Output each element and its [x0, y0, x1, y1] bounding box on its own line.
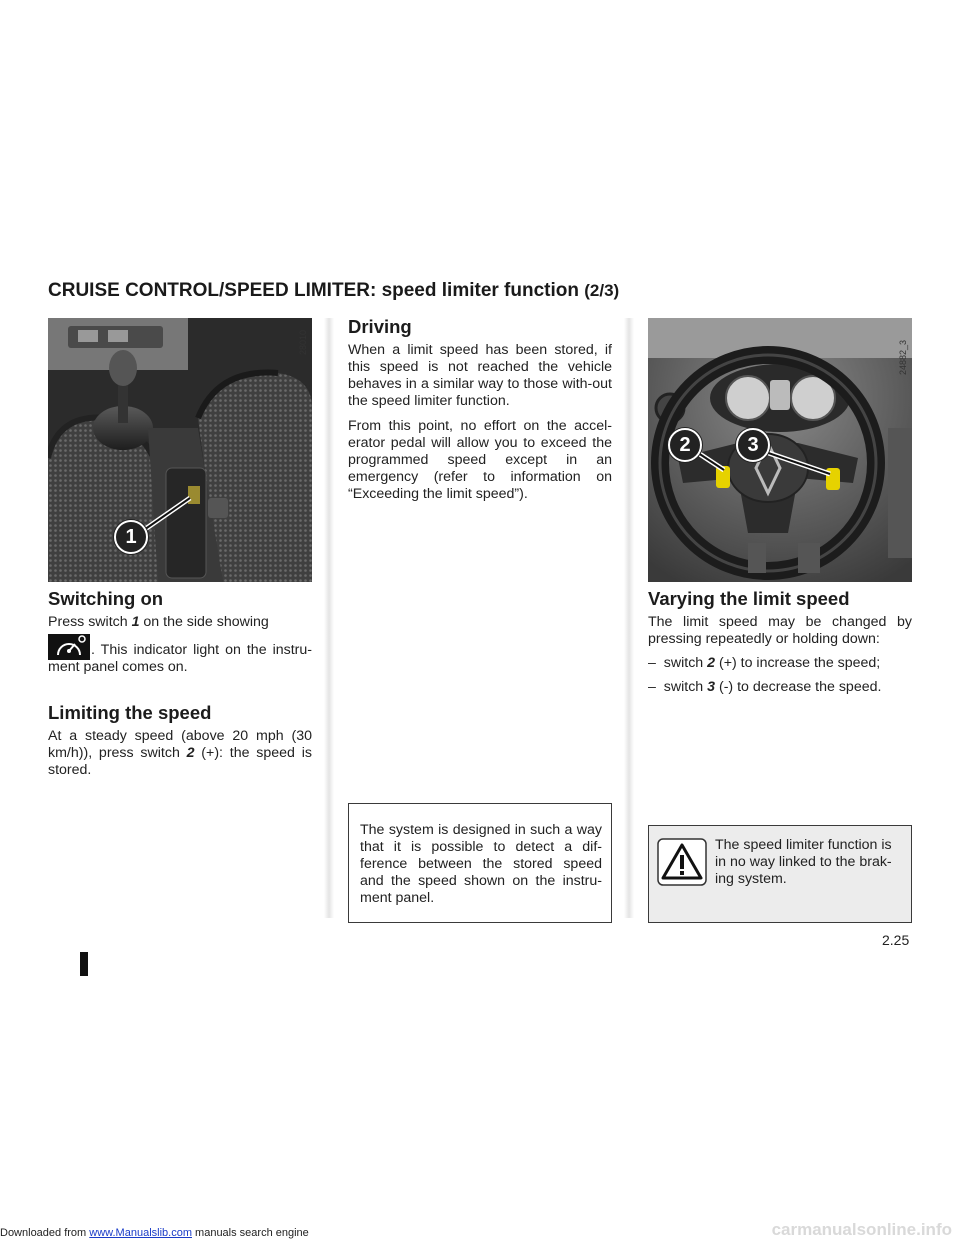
varying-list-item-decrease: – switch 3 (-) to decrease the speed. — [648, 679, 882, 695]
heading-limiting-speed: Limiting the speed — [48, 702, 212, 723]
callout-switch-2: 2 — [668, 428, 702, 462]
page-title: CRUISE CONTROL/SPEED LIMITER: speed limiter function (2/3) — [48, 280, 620, 301]
manualslib-link[interactable]: www.Manualslib.com — [89, 1227, 192, 1239]
steering-wheel-photo — [648, 318, 912, 582]
limiting-speed-text: At a steady speed (above 20 mph (30 km/h)), press switch 2 (+): the speed is stored. — [48, 728, 312, 778]
title-page-indicator: (2/3) — [584, 281, 620, 300]
image-code-right: 24882_3 — [898, 339, 908, 375]
varying-list-item-increase: – switch 2 (+) to increase the speed; — [648, 655, 881, 671]
heading-driving: Driving — [348, 316, 412, 337]
heading-switching-on: Switching on — [48, 588, 164, 609]
switch-number-2: 2 — [707, 655, 716, 671]
switch-number-3: 3 — [707, 679, 716, 695]
download-footer: Downloaded from www.Manualslib.com manuals search engine — [0, 1227, 309, 1239]
column-separator — [624, 318, 634, 918]
switching-on-text-cont: . This indicator light on the instru-ment panel comes on. — [48, 642, 312, 675]
note-text: The system is designed in such a way that it is possible to detect a dif-ference between the stored speed and the speed shown on the instru-ment panel. — [360, 822, 602, 906]
image-code-left: 28010 — [298, 329, 308, 355]
watermark: carmanualsonline.info — [771, 1220, 952, 1239]
warning-box — [648, 825, 912, 923]
callout-switch-1: 1 — [114, 520, 148, 554]
warning-triangle-icon — [657, 838, 707, 886]
switch-number-2: 2 — [186, 745, 195, 761]
warning-text: The speed limiter function is in no way linked to the brak-ing system. — [715, 837, 892, 887]
note-box — [348, 803, 612, 923]
varying-intro: The limit speed may be changed by pressing repeatedly or holding down: — [648, 614, 912, 647]
console-illustration — [48, 318, 312, 582]
console-photo — [48, 318, 312, 582]
callout-switch-3: 3 — [736, 428, 770, 462]
heading-varying-limit: Varying the limit speed — [648, 588, 850, 609]
driving-paragraph-2: From this point, no effort on the accel-erator pedal will allow you to exceed the programmed speed except in an emergency (refer to information on “Exceeding the limit speed”). — [348, 418, 612, 502]
column-separator — [324, 318, 334, 918]
thumb-index-mark — [80, 952, 88, 976]
switching-on-text: Press switch 1 on the side showing — [48, 614, 269, 630]
switch-number-1: 1 — [131, 614, 140, 630]
page-number: 2.25 — [882, 932, 910, 948]
driving-paragraph-1: When a limit speed has been stored, if this speed is not reached the vehicle behaves in a similar way to those with-out the speed limiter function. — [348, 342, 612, 409]
